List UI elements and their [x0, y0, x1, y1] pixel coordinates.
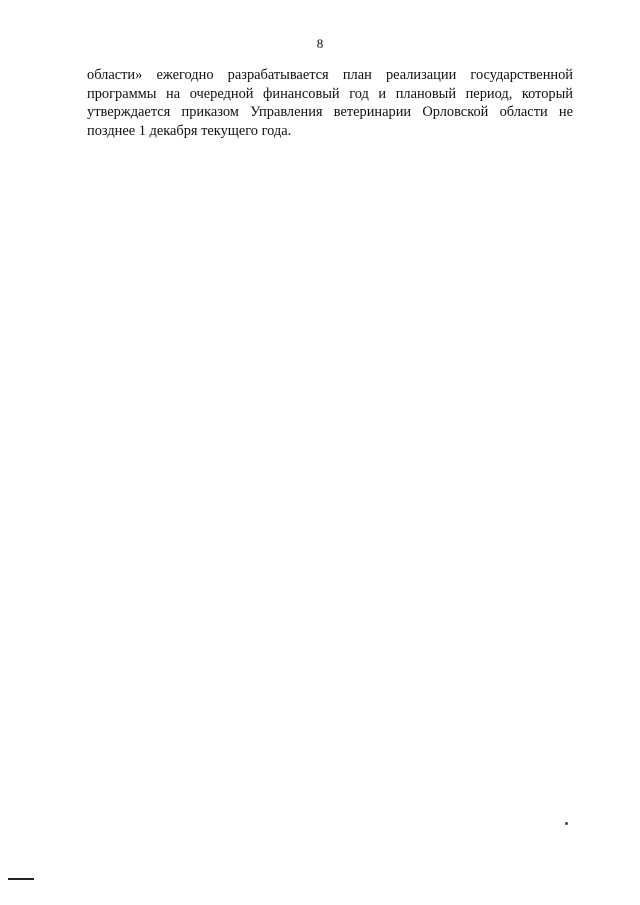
footer-mark — [8, 878, 34, 880]
page-number: 8 — [316, 36, 324, 51]
scan-speck — [565, 822, 568, 825]
body-text: области» ежегодно разрабатывается план реализации государственной программы на очередной финансовый год и плановый период, который утверждается приказом Управления ветеринарии Орловской области не позднее 1 декабря текущего года. — [87, 67, 573, 139]
